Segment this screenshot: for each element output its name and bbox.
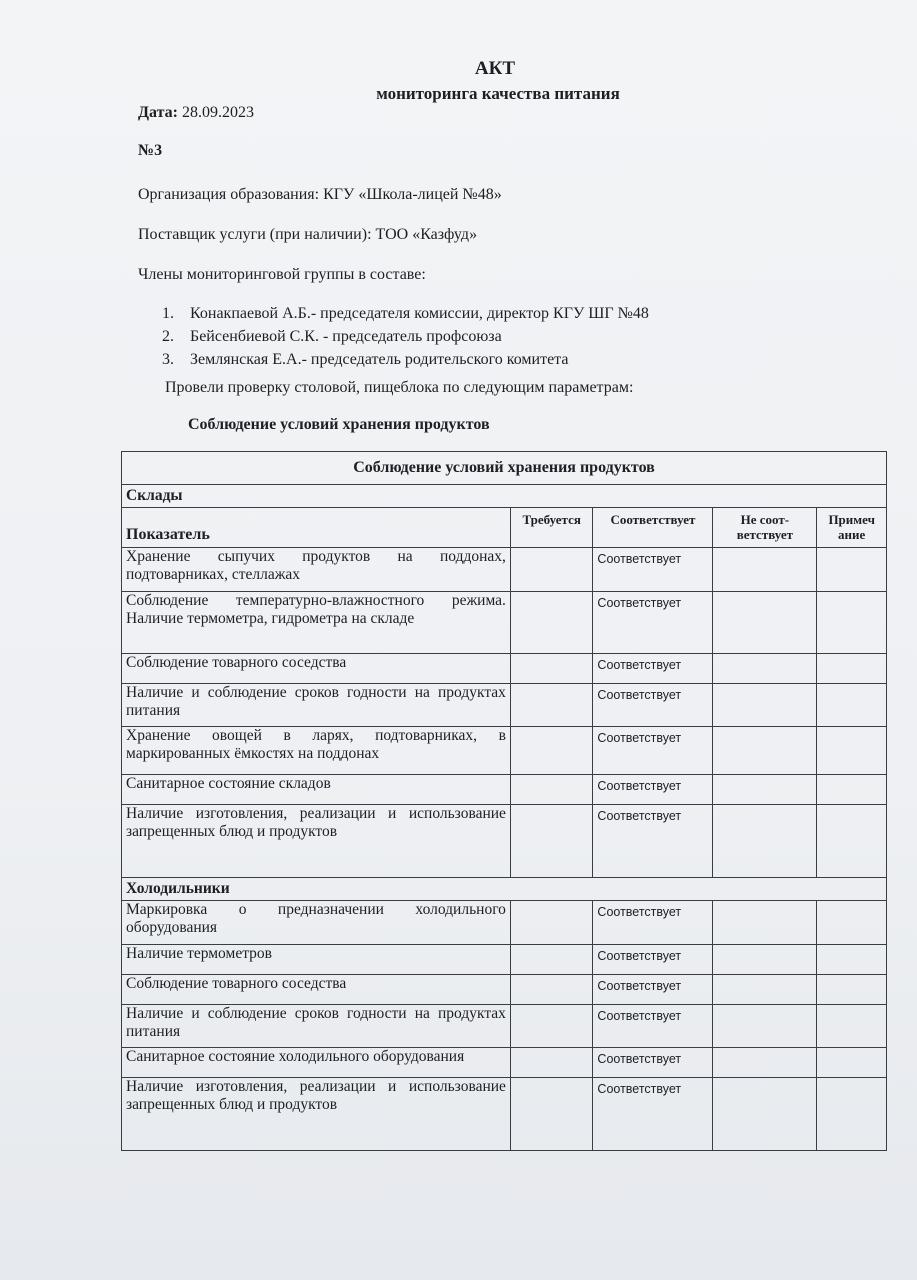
members-list bbox=[162, 305, 649, 374]
table-title-row bbox=[122, 452, 887, 485]
note-cell bbox=[817, 945, 887, 975]
required-cell bbox=[510, 548, 593, 592]
not-complies-cell bbox=[713, 1078, 817, 1151]
section-name: Холодильники bbox=[122, 878, 887, 901]
required-cell bbox=[510, 592, 593, 654]
note-cell bbox=[817, 548, 887, 592]
member-item: 3. Землянская Е.А.- председатель родительского комитета bbox=[162, 351, 569, 368]
complies-cell: Соответствует bbox=[593, 592, 713, 654]
required-cell bbox=[510, 684, 593, 727]
complies-cell: Соответствует bbox=[593, 684, 713, 727]
supplier-line: Поставщик услуги (при наличии): ТОО «Казфуд» bbox=[138, 226, 478, 243]
note-cell bbox=[817, 1048, 887, 1078]
indicator-cell: Наличие и соблюдение сроков годности на продуктах питания bbox=[122, 684, 511, 727]
indicator-cell: Наличие термометров bbox=[122, 945, 511, 975]
table-row bbox=[122, 1078, 887, 1151]
not-complies-cell bbox=[713, 654, 817, 684]
complies-cell: Соответствует bbox=[593, 727, 713, 775]
act-number: №3 bbox=[138, 142, 163, 159]
note-cell bbox=[817, 684, 887, 727]
column-header-indicator: Показатель bbox=[122, 508, 511, 548]
note-cell bbox=[817, 592, 887, 654]
not-complies-cell bbox=[713, 901, 817, 945]
required-cell bbox=[510, 654, 593, 684]
required-cell bbox=[510, 945, 593, 975]
note-cell bbox=[817, 805, 887, 878]
document-title: АКТ bbox=[474, 58, 516, 79]
required-cell bbox=[510, 1005, 593, 1048]
complies-cell: Соответствует bbox=[593, 775, 713, 805]
indicator-cell: Наличие изготовления, реализации и использование запрещенных блюд и продуктов bbox=[122, 805, 511, 878]
note-cell bbox=[817, 727, 887, 775]
storage-conditions-table bbox=[121, 451, 887, 1151]
complies-cell: Соответствует bbox=[593, 1005, 713, 1048]
section-heading: Соблюдение условий хранения продуктов bbox=[188, 416, 490, 433]
indicator-cell: Маркировка о предназначении холодильного оборудования bbox=[122, 901, 511, 945]
member-item: 1. Конакпаевой А.Б.- председателя комиссии, директор КГУ ШГ №48 bbox=[162, 305, 649, 322]
date-value: 28.09.2023 bbox=[181, 104, 254, 121]
not-complies-cell bbox=[713, 727, 817, 775]
note-cell bbox=[817, 775, 887, 805]
column-header-note: Примеч ание bbox=[817, 508, 887, 548]
indicator-cell: Хранение овощей в ларях, подтоварниках, в маркированных ёмкостях на поддонах bbox=[122, 727, 511, 775]
note-cell bbox=[817, 975, 887, 1005]
member-item: 2. Бейсенбиевой С.К. - председатель профсоюза bbox=[162, 328, 502, 345]
complies-cell: Соответствует bbox=[593, 1048, 713, 1078]
section-row bbox=[122, 485, 887, 508]
not-complies-cell bbox=[713, 805, 817, 878]
not-complies-cell bbox=[713, 945, 817, 975]
table-row bbox=[122, 592, 887, 654]
not-complies-cell bbox=[713, 592, 817, 654]
indicator-cell: Санитарное состояние холодильного оборудования bbox=[122, 1048, 511, 1078]
date-line bbox=[138, 104, 254, 122]
section-name: Склады bbox=[122, 485, 887, 508]
complies-cell: Соответствует bbox=[593, 654, 713, 684]
note-cell bbox=[817, 901, 887, 945]
check-text: Провели проверку столовой, пищеблока по следующим параметрам: bbox=[165, 379, 634, 396]
not-complies-cell bbox=[713, 775, 817, 805]
table-title: Соблюдение условий хранения продуктов bbox=[122, 452, 887, 485]
date-label: Дата: bbox=[138, 104, 178, 121]
complies-cell: Соответствует bbox=[593, 945, 713, 975]
required-cell bbox=[510, 1078, 593, 1151]
column-header-required: Требуется bbox=[510, 508, 593, 548]
required-cell bbox=[510, 775, 593, 805]
section-row bbox=[122, 878, 887, 901]
column-header-not-complies: Не соот-ветствует bbox=[713, 508, 817, 548]
table-row bbox=[122, 975, 887, 1005]
required-cell bbox=[510, 727, 593, 775]
table-row bbox=[122, 945, 887, 975]
table-row bbox=[122, 654, 887, 684]
not-complies-cell bbox=[713, 684, 817, 727]
complies-cell: Соответствует bbox=[593, 805, 713, 878]
table-row bbox=[122, 727, 887, 775]
indicator-cell: Наличие изготовления, реализации и использование запрещенных блюд и продуктов bbox=[122, 1078, 511, 1151]
table-row bbox=[122, 901, 887, 945]
note-cell bbox=[817, 1005, 887, 1048]
required-cell bbox=[510, 901, 593, 945]
not-complies-cell bbox=[713, 975, 817, 1005]
table-row bbox=[122, 1005, 887, 1048]
table-row bbox=[122, 1048, 887, 1078]
table-row bbox=[122, 684, 887, 727]
indicator-cell: Соблюдение товарного соседства bbox=[122, 975, 511, 1005]
table-row bbox=[122, 775, 887, 805]
required-cell bbox=[510, 805, 593, 878]
indicator-cell: Санитарное состояние складов bbox=[122, 775, 511, 805]
note-cell bbox=[817, 1078, 887, 1151]
not-complies-cell bbox=[713, 1005, 817, 1048]
required-cell bbox=[510, 975, 593, 1005]
required-cell bbox=[510, 1048, 593, 1078]
table-row bbox=[122, 548, 887, 592]
indicator-cell: Соблюдение товарного соседства bbox=[122, 654, 511, 684]
complies-cell: Соответствует bbox=[593, 548, 713, 592]
document-subtitle: мониторинга качества питания bbox=[376, 84, 620, 103]
organization-line: Организация образования: КГУ «Школа-лицей №48» bbox=[138, 186, 502, 203]
not-complies-cell bbox=[713, 548, 817, 592]
indicator-cell: Соблюдение температурно-влажностного режима. Наличие термометра, гидрометра на складе bbox=[122, 592, 511, 654]
complies-cell: Соответствует bbox=[593, 901, 713, 945]
indicator-cell: Хранение сыпучих продуктов на поддонах, подтоварниках, стеллажах bbox=[122, 548, 511, 592]
column-header-row bbox=[122, 508, 887, 548]
note-cell bbox=[817, 654, 887, 684]
column-header-complies: Соответствует bbox=[593, 508, 713, 548]
not-complies-cell bbox=[713, 1048, 817, 1078]
members-intro: Члены мониторинговой группы в составе: bbox=[138, 266, 426, 283]
indicator-cell: Наличие и соблюдение сроков годности на продуктах питания bbox=[122, 1005, 511, 1048]
complies-cell: Соответствует bbox=[593, 1078, 713, 1151]
table-row bbox=[122, 805, 887, 878]
complies-cell: Соответствует bbox=[593, 975, 713, 1005]
